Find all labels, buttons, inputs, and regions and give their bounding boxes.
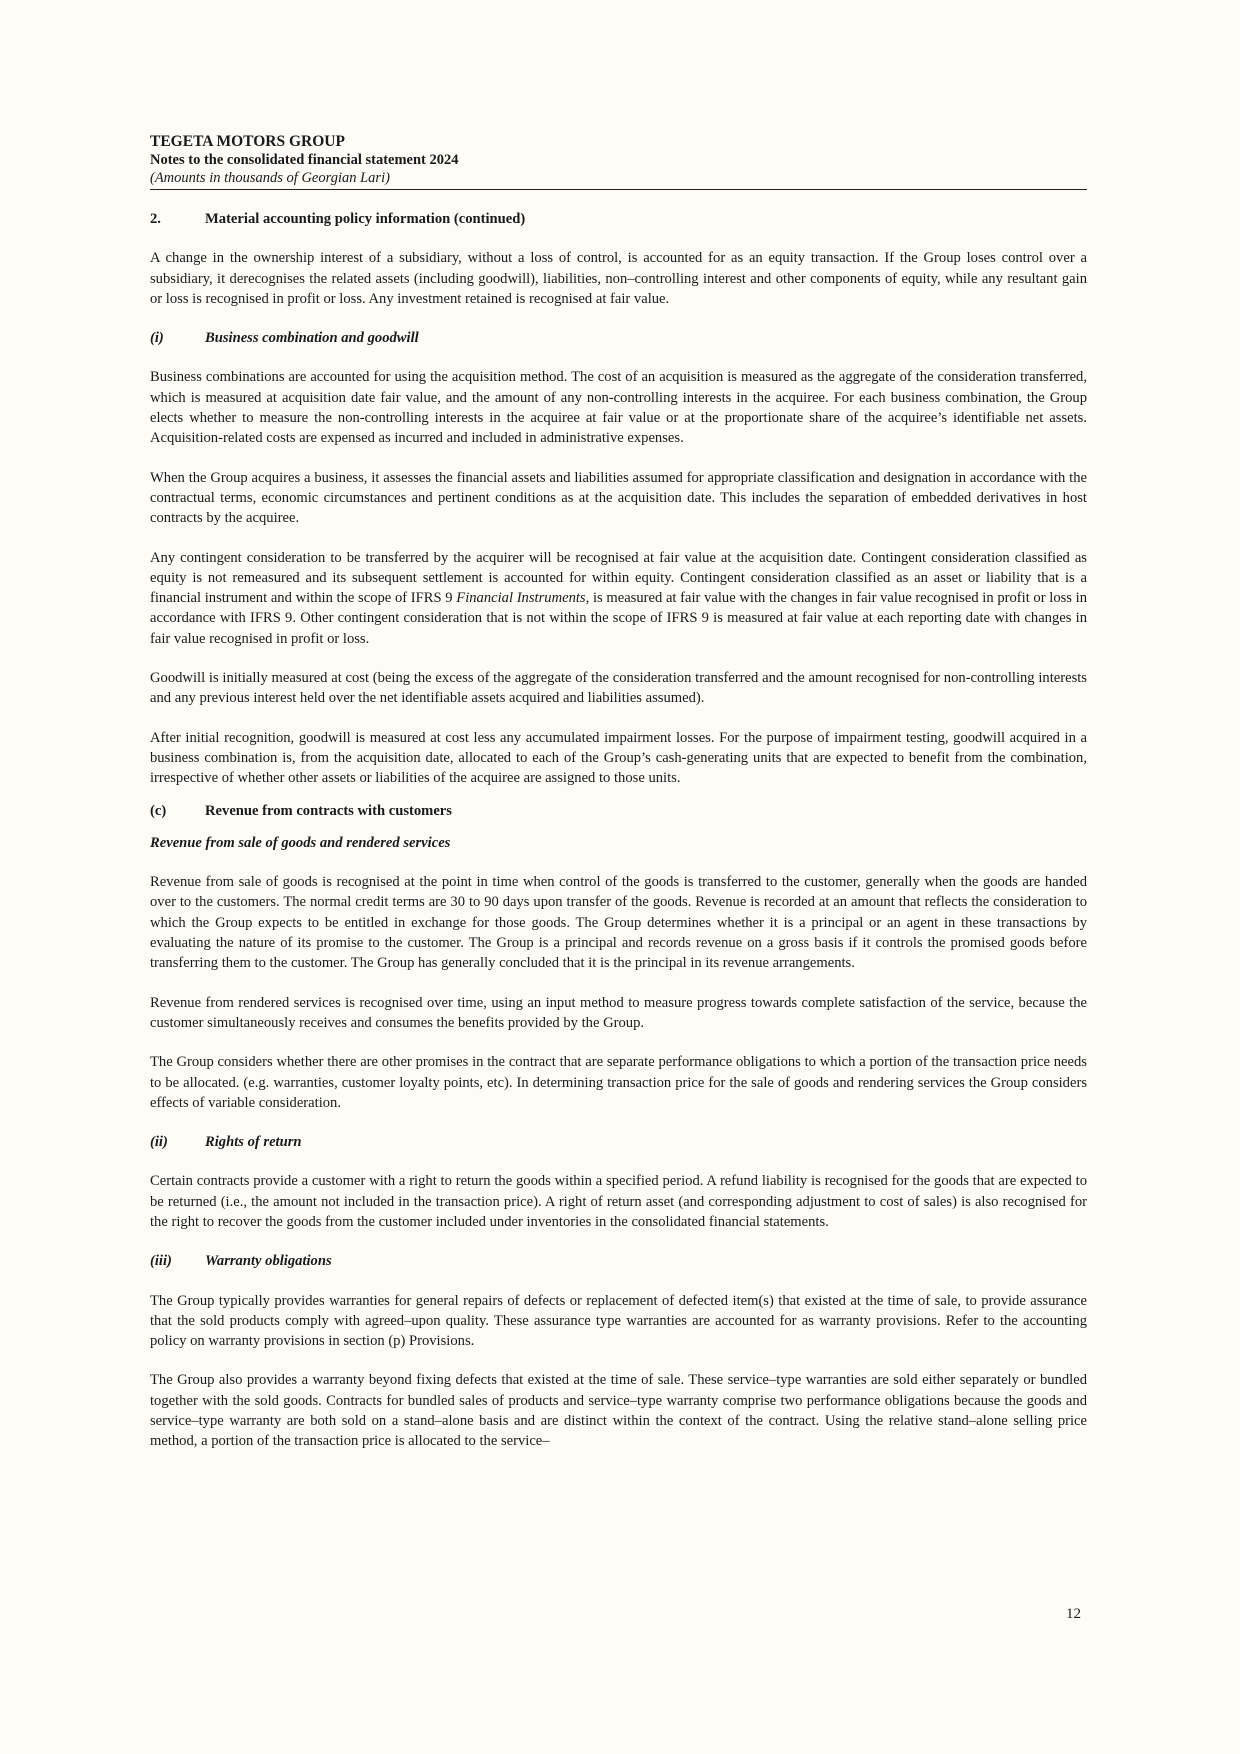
heading-business-combination <box>150 328 1087 348</box>
paragraph-text: Any contingent consideration to be transferred by the acquirer will be recognised at fair value at the acquisition date. Contingent consideration classified as equity is not remeasured and its subsequent settlement is accounted for within equity. Contingent consideration classified as an asset or liability that is a financial instrument and within the scope of IFRS 9 <box>150 549 1087 607</box>
paragraph-revenue-1: Revenue from sale of goods is recognised at the point in time when control of the goods is transferred to the customer, generally when the goods are handed over to the customers. The normal credit terms are 30 to 90 days upon transfer of the goods. Revenue is recorded at an amount that reflects the consideration to which the Group expects to be entitled in exchange for those goods. The Group determines whether it is a principal or an agent in these transactions by evaluating the nature of its promise to the customer. The Group is a principal and records revenue on a gross basis if it controls the promised goods before transferring them to the customer. The Group has generally concluded that it is the principal in its revenue arrangements. <box>150 874 1087 972</box>
document-subtitle: Notes to the consolidated financial statement 2024 <box>150 152 459 168</box>
heading-number: (c) <box>150 802 167 819</box>
heading-rights-of-return <box>150 1132 1087 1152</box>
paragraph-warranty-1: The Group typically provides warranties for general repairs of defects or replacement of defected item(s) that existed at the time of sale, to provide assurance that the sold products comply with agreed–upon quality. These assurance type warranties are accounted for as warranty provisions. Refer to the accounting policy on warranty provisions in section (p) Provisions. <box>150 1292 1087 1350</box>
heading-revenue <box>150 801 1087 821</box>
heading-number: (iii) <box>150 1253 172 1270</box>
paragraph-business-1: Business combinations are accounted for using the acquisition method. The cost of an acquisition is measured as the aggregate of the consideration transferred, which is measured at acquisition date fair value, and the amount of any non-controlling interests in the acquiree. For each business combination, the Group elects whether to measure the non-controlling interests in the acquiree at fair value or at the proportionate share of the acquiree’s identifiable net assets. Acquisition-related costs are expensed as incurred and included in administrative expenses. <box>150 369 1087 447</box>
paragraph-business-4: Goodwill is initially measured at cost (being the excess of the aggregate of the consideration transferred and the amount recognised for non-controlling interests and any previous interest held over the net identifiable assets acquired and liabilities assumed). <box>150 670 1087 707</box>
section-heading <box>150 209 1087 229</box>
amount-units-note: (Amounts in thousands of Georgian Lari) <box>150 170 390 186</box>
paragraph-ownership: A change in the ownership interest of a subsidiary, without a loss of control, is accounted for as an equity transaction. If the Group loses control over a subsidiary, it derecognises the related assets (including goodwill), liabilities, non–controlling interest and other components of equity, while any resultant gain or loss is recognised in profit or loss. Any investment retained is recognised at fair value. <box>150 250 1087 307</box>
heading-number: (ii) <box>150 1134 168 1151</box>
heading-title: Warranty obligations <box>205 1253 332 1270</box>
paragraph-business-3 <box>150 548 1087 649</box>
company-name: TEGETA MOTORS GROUP <box>150 133 345 150</box>
heading-title: Rights of return <box>205 1134 302 1151</box>
paragraph-revenue-3: The Group considers whether there are other promises in the contract that are separate performance obligations to which a portion of the transaction price needs to be allocated. (e.g. warranties, customer loyalty points, etc). In determining transaction price for the sale of goods and rendering services the Group considers effects of variable consideration. <box>150 1054 1087 1111</box>
paragraph-business-2: When the Group acquires a business, it assesses the financial assets and liabilities assumed for appropriate classification and designation in accordance with the contractual terms, economic circumstances and pertinent conditions as at the acquisition date. This includes the separation of embedded derivatives in host contracts by the acquiree. <box>150 469 1087 527</box>
paragraph-text: , is measured at fair value with the changes in fair value recognised in profit or loss in accordance with IFRS 9. Other contingent consideration that is not within the scope of IFRS 9 is measured at fair value at each reporting date with changes in fair value recognised in profit or loss. <box>150 590 1088 647</box>
paragraph-returns-1: Certain contracts provide a customer with a right to return the goods within a specified period. A refund liability is recognised for the goods that are expected to be returned (i.e., the amount not included in the transaction price). A right of return asset (and corresponding adjustment to cost of sales) is also recognised for the right to recover the goods from the customer included under inventories in the consolidated financial statements. <box>150 1173 1087 1230</box>
heading-title: Revenue from contracts with customers <box>205 802 452 819</box>
ifrs-title: Financial Instruments <box>456 590 586 607</box>
heading-title: Business combination and goodwill <box>205 330 419 347</box>
heading-warranty <box>150 1251 1087 1271</box>
paragraph-warranty-2: The Group also provides a warranty beyond fixing defects that existed at the time of sale. These service–type warranties are sold either separately or bundled together with the sold goods. Contracts for bundled sales of products and service–type warranty comprise two performance obligations because the goods and service–type warranty are both sold on a stand–alone basis and are distinct within the context of the contract. Using the relative stand–alone selling price method, a portion of the transaction price is allocated to the service– <box>150 1372 1087 1450</box>
page-number: 12 <box>1066 1606 1081 1622</box>
section-number: 2. <box>150 211 161 227</box>
subheading-revenue-sale: Revenue from sale of goods and rendered services <box>150 834 451 851</box>
heading-number: (i) <box>150 330 164 347</box>
section-title: Material accounting policy information (continued) <box>205 211 526 227</box>
paragraph-revenue-2: Revenue from rendered services is recognised over time, using an input method to measure progress towards complete satisfaction of the service, because the customer simultaneously receives and consumes the benefits provided by the Group. <box>150 994 1087 1031</box>
paragraph-business-5: After initial recognition, goodwill is measured at cost less any accumulated impairment losses. For the purpose of impairment testing, goodwill acquired in a business combination is, from the acquisition date, allocated to each of the Group’s cash-generating units that are expected to benefit from the combination, irrespective of whether other assets or liabilities of the acquiree are assigned to those units. <box>150 729 1087 787</box>
page-content <box>150 132 1087 1452</box>
